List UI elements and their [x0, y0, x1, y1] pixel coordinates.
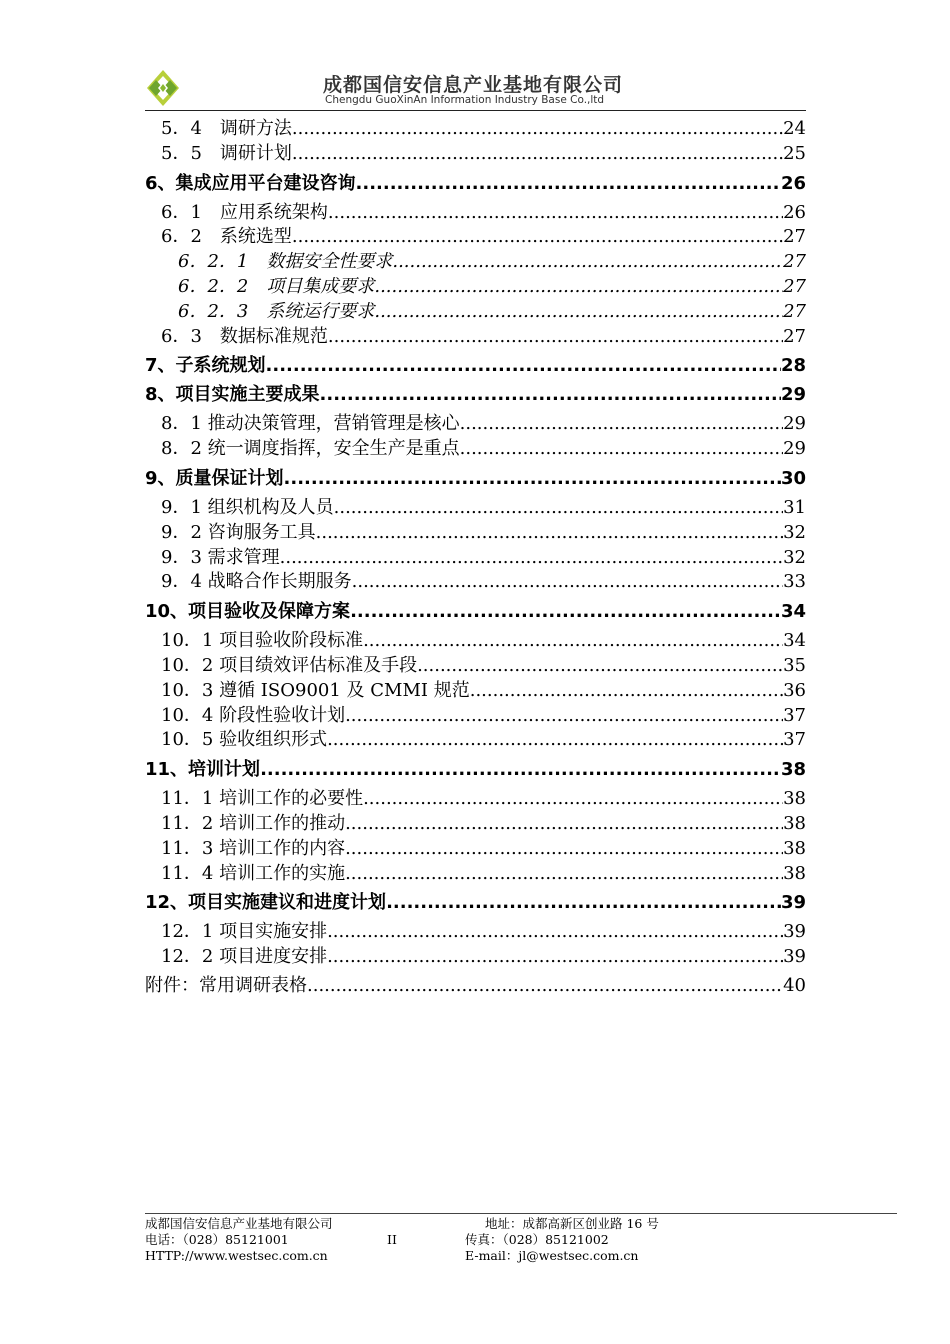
toc-entry-page: 38	[783, 837, 806, 859]
toc-entry-title: 12、项目实施建议和进度计划	[145, 892, 387, 914]
toc-entry-page: 29	[783, 413, 806, 435]
toc-entry-page: 25	[783, 142, 806, 164]
toc-entry[interactable]	[145, 172, 806, 196]
toc-entry[interactable]	[145, 383, 806, 407]
toc-dot-leader	[327, 920, 783, 945]
toc-entry[interactable]	[145, 467, 806, 491]
footer-email[interactable]: E-mail：jl@westsec.com.cn	[465, 1248, 639, 1263]
toc-entry-page: 27	[783, 275, 806, 297]
table-of-contents	[145, 117, 806, 999]
toc-entry[interactable]	[145, 546, 806, 571]
toc-entry-page: 38	[780, 759, 806, 781]
toc-entry-title: 6．2．1 数据安全性要求	[178, 251, 393, 273]
toc-entry-title: 8．2 统一调度指挥，安全生产是重点	[161, 438, 460, 460]
toc-entry-title: 6．2．2 项目集成要求	[178, 275, 375, 297]
toc-entry[interactable]	[145, 629, 806, 654]
toc-entry-page: 27	[783, 325, 806, 347]
toc-entry-title: 9．4 战略合作长期服务	[161, 571, 352, 593]
toc-entry-page: 36	[783, 679, 806, 701]
toc-entry[interactable]	[145, 570, 806, 595]
toc-dot-leader	[345, 704, 783, 729]
footer-address: 地址：成都高新区创业路 16 号	[485, 1216, 659, 1231]
footer-fax: 传真：（028）85121002	[465, 1232, 609, 1247]
toc-entry-page: 32	[783, 546, 806, 568]
footer-website[interactable]: HTTP://www.westsec.com.cn	[145, 1248, 328, 1263]
toc-dot-leader	[328, 201, 783, 226]
footer-phone: 电话：（028）85121001	[145, 1232, 289, 1247]
toc-entry-title: 12．2 项目进度安排	[161, 946, 328, 968]
toc-dot-leader	[280, 546, 783, 571]
toc-entry[interactable]	[145, 837, 806, 862]
toc-dot-leader	[260, 758, 781, 782]
toc-dot-leader	[345, 862, 783, 887]
toc-dot-leader	[307, 973, 783, 999]
toc-entry-title: 11．2 培训工作的推动	[161, 812, 346, 834]
toc-entry-title: 10．1 项目验收阶段标准	[161, 630, 364, 652]
toc-entry-title: 12．1 项目实施安排	[161, 921, 328, 943]
toc-entry[interactable]	[145, 275, 806, 300]
toc-entry-title: 10．5 验收组织形式	[161, 729, 328, 751]
toc-dot-leader	[292, 117, 783, 142]
footer-divider	[145, 1213, 897, 1214]
toc-entry-page: 27	[783, 226, 806, 248]
toc-entry[interactable]	[145, 862, 806, 887]
toc-dot-leader	[356, 172, 781, 196]
toc-dot-leader	[363, 787, 783, 812]
toc-entry-page: 38	[783, 812, 806, 834]
toc-entry[interactable]	[145, 354, 806, 378]
toc-dot-leader	[374, 275, 783, 300]
toc-entry-title: 6、集成应用平台建设咨询	[145, 172, 356, 194]
toc-dot-leader	[292, 225, 783, 250]
toc-entry[interactable]	[145, 225, 806, 250]
toc-entry-title: 11、培训计划	[145, 759, 261, 781]
footer-company: 成都国信安信息产业基地有限公司	[145, 1216, 333, 1231]
toc-entry-title: 10．2 项目绩效评估标准及手段	[161, 654, 418, 676]
page-footer	[145, 1216, 845, 1264]
toc-entry-page: 38	[783, 788, 806, 810]
toc-entry-page: 26	[783, 201, 806, 223]
toc-entry-title: 9．3 需求管理	[161, 546, 280, 568]
toc-entry[interactable]	[145, 437, 806, 462]
toc-entry-title: 附件：常用调研表格	[145, 974, 307, 996]
toc-dot-leader	[320, 383, 781, 407]
toc-entry-title: 10．3 遵循 ISO9001 及 CMMI 规范	[161, 679, 470, 701]
toc-dot-leader	[350, 600, 781, 624]
toc-entry-page: 27	[783, 251, 806, 273]
toc-entry-title: 10．4 阶段性验收计划	[161, 704, 346, 726]
toc-dot-leader	[363, 629, 783, 654]
toc-dot-leader	[460, 412, 783, 437]
toc-entry[interactable]	[145, 973, 806, 999]
toc-entry[interactable]	[145, 654, 806, 679]
company-name-en: Chengdu GuoXinAn Information Industry Base Co.,ltd	[325, 94, 605, 106]
toc-entry-page: 29	[780, 384, 806, 406]
toc-dot-leader	[327, 945, 783, 970]
page-header	[145, 60, 806, 110]
toc-entry-page: 39	[783, 946, 806, 968]
toc-dot-leader	[266, 354, 781, 378]
toc-entry-page: 30	[780, 467, 806, 489]
toc-dot-leader	[284, 467, 781, 491]
toc-entry-title: 7、子系统规划	[145, 355, 266, 377]
toc-entry-page: 39	[780, 892, 806, 914]
company-logo-icon	[145, 68, 181, 108]
toc-entry[interactable]	[145, 521, 806, 546]
toc-entry[interactable]	[145, 496, 806, 521]
toc-dot-leader	[292, 142, 783, 167]
toc-entry-title: 8．1 推动决策管理，营销管理是核心	[161, 413, 460, 435]
toc-entry[interactable]	[145, 679, 806, 704]
toc-entry-title: 8、项目实施主要成果	[145, 384, 320, 406]
toc-entry[interactable]	[145, 787, 806, 812]
toc-dot-leader	[460, 437, 783, 462]
toc-entry-title: 5．5 调研计划	[161, 142, 292, 164]
toc-entry[interactable]	[145, 600, 806, 624]
toc-entry-title: 11．1 培训工作的必要性	[161, 788, 364, 810]
toc-entry[interactable]	[145, 325, 806, 350]
toc-entry-page: 24	[783, 118, 806, 139]
toc-entry[interactable]	[145, 117, 806, 142]
toc-entry-title: 11．3 培训工作的内容	[161, 837, 346, 859]
toc-dot-leader	[352, 570, 783, 595]
toc-dot-leader	[417, 654, 783, 679]
header-divider	[145, 110, 806, 111]
toc-entry[interactable]	[145, 758, 806, 782]
toc-entry-title: 9．2 咨询服务工具	[161, 521, 316, 543]
toc-entry-title: 9、质量保证计划	[145, 467, 284, 489]
toc-dot-leader	[327, 728, 783, 753]
toc-dot-leader	[334, 496, 783, 521]
page-number: II	[387, 1232, 397, 1247]
toc-entry-title: 6．3 数据标准规范	[161, 325, 328, 347]
toc-entry-title: 6．2 系统选型	[161, 226, 292, 248]
toc-entry-page: 32	[783, 521, 806, 543]
toc-entry-page: 28	[780, 355, 806, 377]
toc-entry-title: 6．2．3 系统运行要求	[178, 300, 375, 322]
toc-entry-page: 37	[783, 704, 806, 726]
toc-entry-title: 11．4 培训工作的实施	[161, 862, 346, 884]
toc-entry[interactable]	[145, 412, 806, 437]
toc-entry[interactable]	[145, 920, 806, 945]
toc-entry-page: 34	[783, 630, 806, 652]
toc-entry-page: 38	[783, 862, 806, 884]
toc-entry-title: 5．4 调研方法	[161, 118, 292, 139]
toc-entry[interactable]	[145, 812, 806, 837]
toc-entry[interactable]	[145, 250, 806, 275]
toc-dot-leader	[470, 679, 783, 704]
toc-dot-leader	[374, 300, 783, 325]
toc-entry-page: 33	[783, 571, 806, 593]
toc-entry[interactable]	[145, 891, 806, 915]
toc-entry-page: 39	[783, 921, 806, 943]
toc-entry-page: 29	[783, 438, 806, 460]
toc-dot-leader	[345, 837, 783, 862]
toc-entry-page: 40	[783, 974, 806, 996]
toc-entry-page: 27	[783, 300, 806, 322]
toc-entry[interactable]	[145, 704, 806, 729]
toc-entry-title: 9．1 组织机构及人员	[161, 496, 334, 518]
toc-entry-page: 31	[783, 496, 806, 518]
toc-entry-page: 35	[783, 654, 806, 676]
toc-entry[interactable]	[145, 201, 806, 226]
toc-entry-title: 6．1 应用系统架构	[161, 201, 328, 223]
toc-dot-leader	[392, 250, 783, 275]
toc-entry[interactable]	[145, 300, 806, 325]
toc-dot-leader	[386, 891, 781, 915]
company-name-cn: 成都国信安信息产业基地有限公司	[323, 74, 624, 96]
toc-entry-page: 34	[780, 601, 806, 623]
toc-dot-leader	[316, 521, 783, 546]
toc-entry-page: 26	[780, 172, 806, 194]
toc-entry[interactable]	[145, 945, 806, 970]
toc-entry-page: 37	[783, 729, 806, 751]
toc-dot-leader	[345, 812, 783, 837]
toc-entry[interactable]	[145, 728, 806, 753]
toc-dot-leader	[328, 325, 783, 350]
toc-entry[interactable]	[145, 142, 806, 167]
toc-entry-title: 10、项目验收及保障方案	[145, 601, 351, 623]
